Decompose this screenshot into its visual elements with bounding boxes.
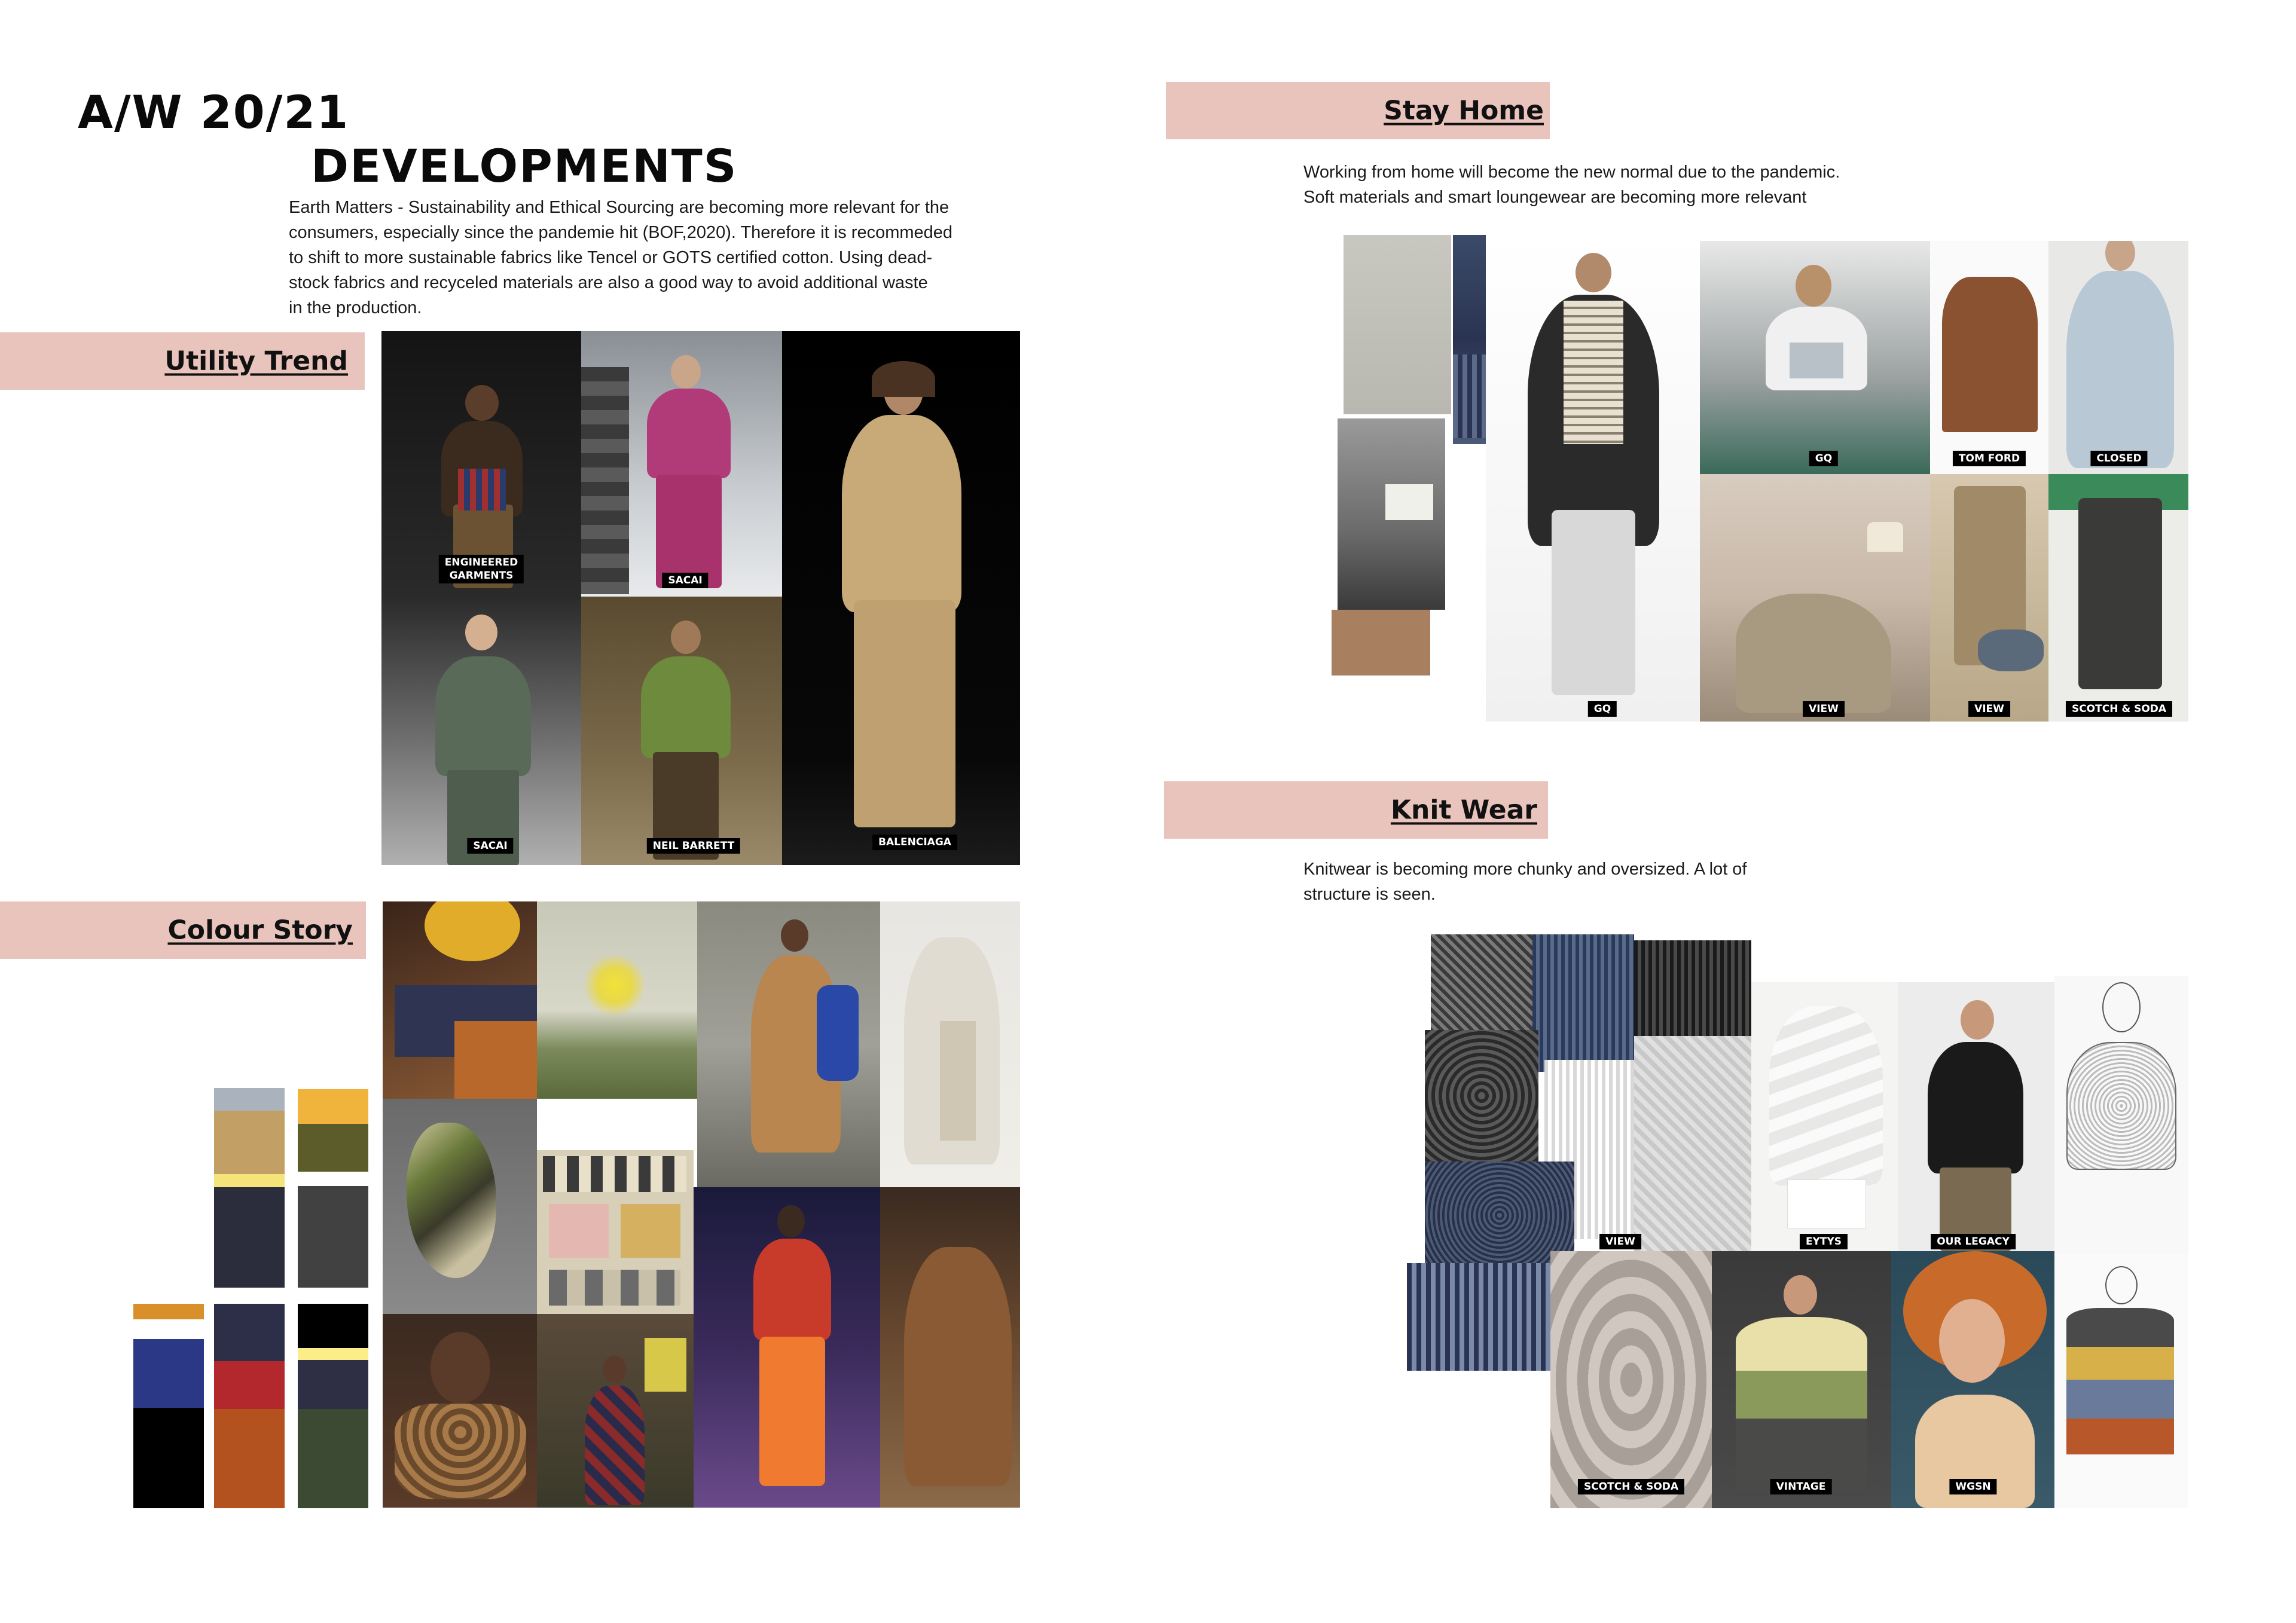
knit-fabric-blue: [1532, 934, 1634, 1072]
caption-scotch-soda: SCOTCH & SODA: [1578, 1479, 1684, 1494]
colour-swatch: [214, 1088, 285, 1111]
stay-home-heading: Stay Home: [1384, 95, 1544, 126]
stay-home-photo-gq-laptop: [1700, 241, 1930, 474]
caption-engineered-garments: ENGINEERED GARMENTS: [439, 555, 524, 583]
caption-sacai-2: SACAI: [467, 838, 513, 854]
caption-wgsn: WGSN: [1949, 1479, 1996, 1494]
utility-trend-band: [0, 332, 365, 390]
knit-photo-scotch-soda-cable: [1550, 1251, 1712, 1508]
caption-gq: GQ: [1588, 701, 1617, 717]
colour-swatch: [298, 1348, 368, 1360]
stay-home-line: Working from home will become the new normal due to the pandemic.: [1303, 163, 1840, 182]
caption-sacai: SACAI: [662, 573, 708, 588]
colour-photo-rope-portrait: [383, 1314, 537, 1508]
caption-tom-ford: TOM FORD: [1953, 451, 2026, 466]
knit-fabric-black: [1634, 940, 1751, 1042]
stay-home-photo-view-joggers: [1930, 474, 2048, 722]
fabric-grey-swatch: [1344, 235, 1451, 414]
colour-swatch: [298, 1360, 368, 1409]
caption-closed: CLOSED: [2090, 451, 2147, 466]
stay-home-line: Soft materials and smart loungewear are becoming more relevant: [1303, 188, 1807, 207]
colour-story-heading: Colour Story: [167, 915, 353, 946]
colour-photo-foil-stone: [383, 1099, 537, 1314]
colour-photo-red-orange-runway: [694, 1187, 880, 1508]
knit-wear-heading: Knit Wear: [1390, 794, 1537, 826]
knit-wear-line: Knitwear is becoming more chunky and oversized. A lot of: [1303, 860, 1747, 879]
colour-swatch: [133, 1339, 204, 1408]
intro-line: stock fabrics and recyceled materials are also a good way to avoid additional waste: [289, 273, 928, 292]
colour-swatch: [214, 1409, 285, 1508]
colour-swatch: [214, 1187, 285, 1288]
colour-swatch: [214, 1304, 285, 1361]
caption-vintage: VINTAGE: [1770, 1479, 1832, 1494]
stay-home-photo-tom-ford: [1930, 241, 2048, 474]
caption-gq-2: GQ: [1809, 451, 1838, 466]
colour-swatch: [298, 1304, 368, 1348]
knit-photo-eytys: [1751, 982, 1898, 1254]
knit-sketch-color-sweater: [2054, 1254, 2188, 1508]
knit-photo-vintage: [1712, 1251, 1891, 1508]
knit-wear-line: structure is seen.: [1303, 885, 1436, 904]
colour-photo-yellow-beanie: [383, 901, 537, 1099]
colour-photo-sun-sky: [537, 901, 697, 1099]
knit-sketch-sweater: [2054, 976, 2188, 1254]
colour-photo-white-outfit: [880, 901, 1020, 1187]
stay-home-photo-scotch-soda: [2048, 474, 2188, 722]
stay-home-band: [1166, 82, 1550, 139]
caption-view: VIEW: [1803, 701, 1845, 717]
knit-wear-band: [1164, 781, 1548, 839]
knit-fabric-grey: [1634, 1036, 1751, 1251]
intro-paragraph: [289, 195, 1030, 320]
stay-home-text: [1303, 160, 1961, 210]
utility-photo-neil-barrett: [581, 597, 782, 865]
colour-swatch: [298, 1186, 368, 1288]
knit-wear-text: [1303, 857, 1901, 907]
utility-photo-balenciaga: [782, 331, 1020, 865]
colour-photo-camel-coat: [697, 901, 880, 1187]
stay-home-photo-gq-coat: [1486, 235, 1700, 722]
caption-eytys: EYTYS: [1800, 1234, 1848, 1249]
page-title-season: A/W 20/21: [78, 85, 350, 139]
knit-photo-wgsn: [1891, 1251, 2054, 1508]
caption-view-2: VIEW: [1968, 701, 2010, 717]
colour-story-band: [0, 901, 366, 959]
caption-scotch-soda: SCOTCH & SODA: [2066, 701, 2172, 717]
knit-fabric-dark: [1431, 934, 1544, 1042]
stay-home-photo-view-bed: [1700, 474, 1930, 722]
colour-swatch: [214, 1174, 285, 1187]
caption-view: VIEW: [1599, 1234, 1641, 1249]
colour-swatch: [133, 1408, 204, 1508]
colour-photo-geometric-painting: [537, 1150, 694, 1314]
intro-line: in the production.: [289, 298, 422, 317]
colour-photo-brown-knit: [880, 1187, 1020, 1508]
intro-line: Earth Matters - Sustainability and Ethical Sourcing are becoming more relevant for the: [289, 198, 949, 217]
utility-photo-sacai-green: [381, 597, 581, 865]
knit-photo-our-legacy: [1898, 982, 2054, 1254]
colour-swatch: [298, 1124, 368, 1172]
colour-swatch: [298, 1409, 368, 1508]
knit-fabric-pattern: [1425, 1030, 1538, 1162]
knit-fabric-rib: [1407, 1263, 1574, 1371]
fabric-knit-swatch: [1338, 418, 1445, 610]
caption-neil-barrett: NEIL BARRETT: [647, 838, 740, 854]
fabric-brown-swatch: [1332, 610, 1430, 676]
caption-balenciaga: BALENCIAGA: [872, 835, 957, 850]
colour-photo-plaid-street: [537, 1314, 694, 1508]
caption-our-legacy: OUR LEGACY: [1931, 1234, 2016, 1249]
utility-photo-sacai-pink: [581, 331, 782, 597]
page-title-developments: DEVELOPMENTS: [311, 139, 738, 192]
stay-home-photo-closed: [2048, 241, 2188, 474]
intro-line: consumers, especially since the pandemie hit (BOF,2020). Therefore it is recommeded: [289, 223, 953, 242]
colour-swatch: [133, 1304, 204, 1319]
colour-swatch: [214, 1361, 285, 1409]
colour-swatch: [298, 1089, 368, 1124]
colour-swatch: [214, 1111, 285, 1174]
utility-trend-heading: Utility Trend: [164, 346, 348, 377]
intro-line: to shift to more sustainable fabrics like Tencel or GOTS certified cotton. Using dead-: [289, 248, 933, 267]
